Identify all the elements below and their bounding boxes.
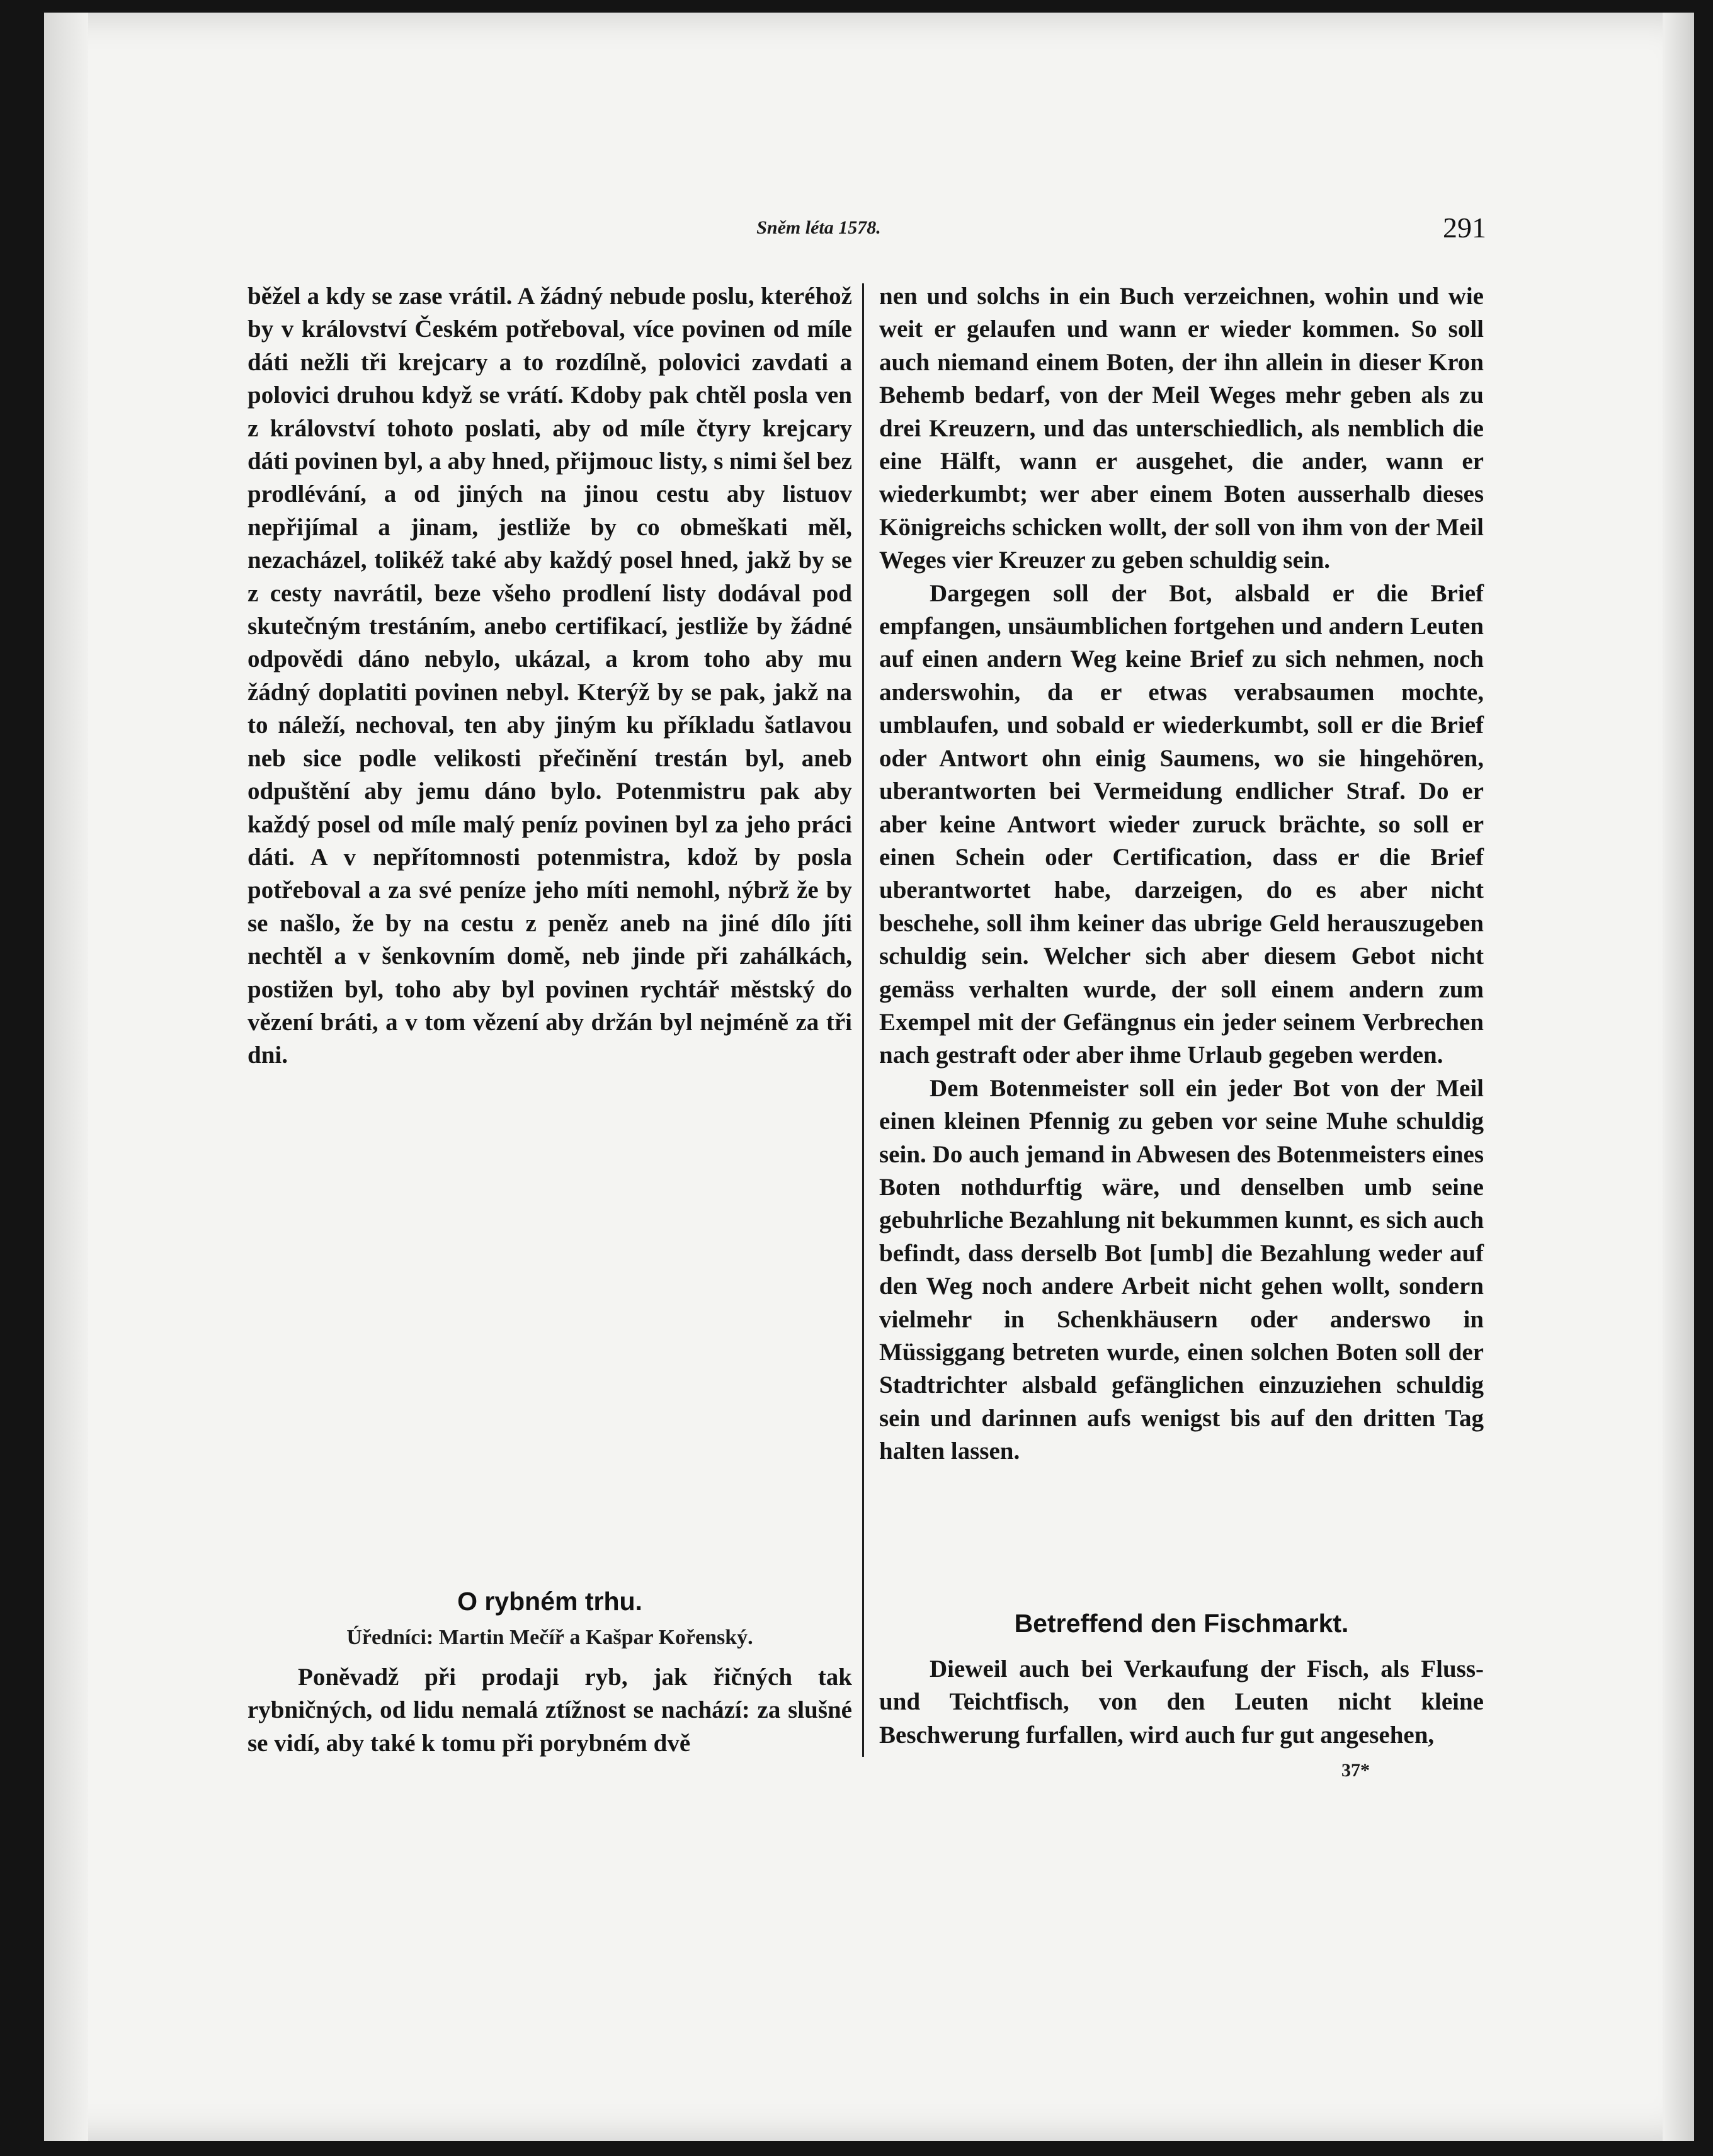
czech-section-paragraph: Poněvadž při prodaji ryb, jak řičných tak rybničných, od lidu nemalá ztížnost se nachází: za slušné se vidí, aby také k tomu při porybném dvě [248,1664,852,1757]
signature-mark: 37* [1341,1760,1370,1781]
binding-fold [44,13,88,2141]
german-paragraph-2: Dargegen soll der Bot, alsbald er die Brief empfangen, unsäumblichen fortgehen und andern Leuten auf einen andern Weg keine Brief zu sich nehmen, noch anderswohin, da er etwas verabsaumen mochte, umblaufen, und sobald er wiederkumbt, soll er die Brief oder Antwort ohn einig Saumens, wo sie hingehören, uberantworten bei Vermeidung endlicher Straf. Do er aber keine Antwort wieder zuruck brächte, so soll er einen Schein oder Certification, dass er die Brief uberantwortet habe, darzeigen, do es aber nicht beschehe, soll ihm keiner das ubrige Geld herauszugeben schuldig sein. Welcher sich aber diesem Gebot nicht gemäss verhalten wurde, der soll einem andern zum Exempel mit der Gefängnus ein jeder seinem Verbrechen nach gestraft oder aber ihme Urlaub gegeben werden. [879,579,1484,1069]
column-divider [862,283,864,1757]
german-paragraph-1: nen und solchs in ein Buch verzeichnen, wohin und wie weit er gelaufen und wann er wieder kommen. So soll auch niemand einem Boten, der ihn allein in dieser Kron Behemb bedarf, von der Meil Weges mehr geben als zu drei Kreuzern, und das unterschiedlich, als nemblich die eine Hälft, wann er ausgehet, die ander, wann er wiederkumbt; wer aber einem Boten ausserhalb dieses Königreichs schicken wollt, der soll von ihm von der Meil Weges vier Kreuzer zu geben schuldig sein. [879,283,1484,574]
czech-paragraph-1: běžel a kdy se zase vrátil. A žádný nebude poslu, kteréhož by v království Českém potřeboval, více povinen od míle dáti nežli tři krejcary a to rozdílně, polovici zavdati a polovici druhou když se vrátí. Kdoby pak chtěl posla ven z království tohoto poslati, aby od míle čtyry krejcary dáti povinen byl, a aby hned, přijmouc listy, s nimi šel bez prodlévání, a od jiných na jinou cestu aby listuov nepřijímal a jinam, jestliže by co obmeškati měl, nezacházel, tolikéž také aby každý posel hned, jakž by se z cesty navrátil, beze všeho prodlení listy dodával pod skutečným trestáním, anebo certifikací, jestliže by žádné odpovědi dáno nebylo, ukázal, a krom toho aby mu žádný doplatiti povinen nebyl. Kterýž by se pak, jakž na to náleží, nechoval, ten aby jiným ku příkladu šatlavou neb sice podle velikosti přečinění trestán byl, aneb odpuštění aby jemu dáno bylo. Potenmistru pak aby každý posel od míle malý peníz povinen byl za jeho práci dáti. A v nepřítomnosti potenmistra, kdož by posla potřeboval a za své peníze jeho míti nemohl, nýbrž že by se našlo, že by na cestu z peněz aneb na jiné dílo jíti nechtěl a v šenkovním domě, neb jinde při zahálkách, postižen byl, toho aby byl povinen rychtář městský do vězení bráti, a v tom vězení aby držán byl nejméně za tři dni. [248,283,852,1069]
czech-section-title: O rybném trhu. [457,1587,642,1616]
german-section-paragraph: Dieweil auch bei Verkaufung der Fisch, als Fluss- und Teichtfisch, von den Leuten nicht kleine Beschwerung furfallen, wird auch fur gut angesehen, [879,1655,1484,1749]
german-section-title: Betreffend den Fischmarkt. [1014,1609,1349,1638]
german-paragraph-3: Dem Botenmeister soll ein jeder Bot von der Meil einen kleinen Pfennig zu geben vor seine Muhe schuldig sein. Do auch jemand in Abwesen des Botenmeisters eines Boten nothdurftig wäre, und denselben umb seine gebuhrliche Bezahlung nit bekummen kunnt, es sich auch befindt, dass derselb Bot [umb] die Bezahlung weder auf den Weg noch andere Arbeit nicht gehen wollt, sondern vielmehr in Schenkhäusern oder anderswo in Müssiggang betreten wurde, einen solchen Boten soll der Stadtrichter alsbald gefänglichen einzuziehen schuldig sein und darinnen aufs wenigst bis auf den dritten Tag halten lassen. [879,1074,1484,1465]
page-number: 291 [1443,212,1486,244]
czech-officials-line: Úředníci: Martin Mečíř a Kašpar Kořenský. [346,1626,753,1649]
german-section-body [879,1653,1484,1752]
german-column [879,280,1484,1468]
czech-section-body [248,1661,852,1760]
page-edge [1663,13,1694,2141]
czech-column [248,280,852,1072]
running-head: Sněm léta 1578. [756,217,881,238]
